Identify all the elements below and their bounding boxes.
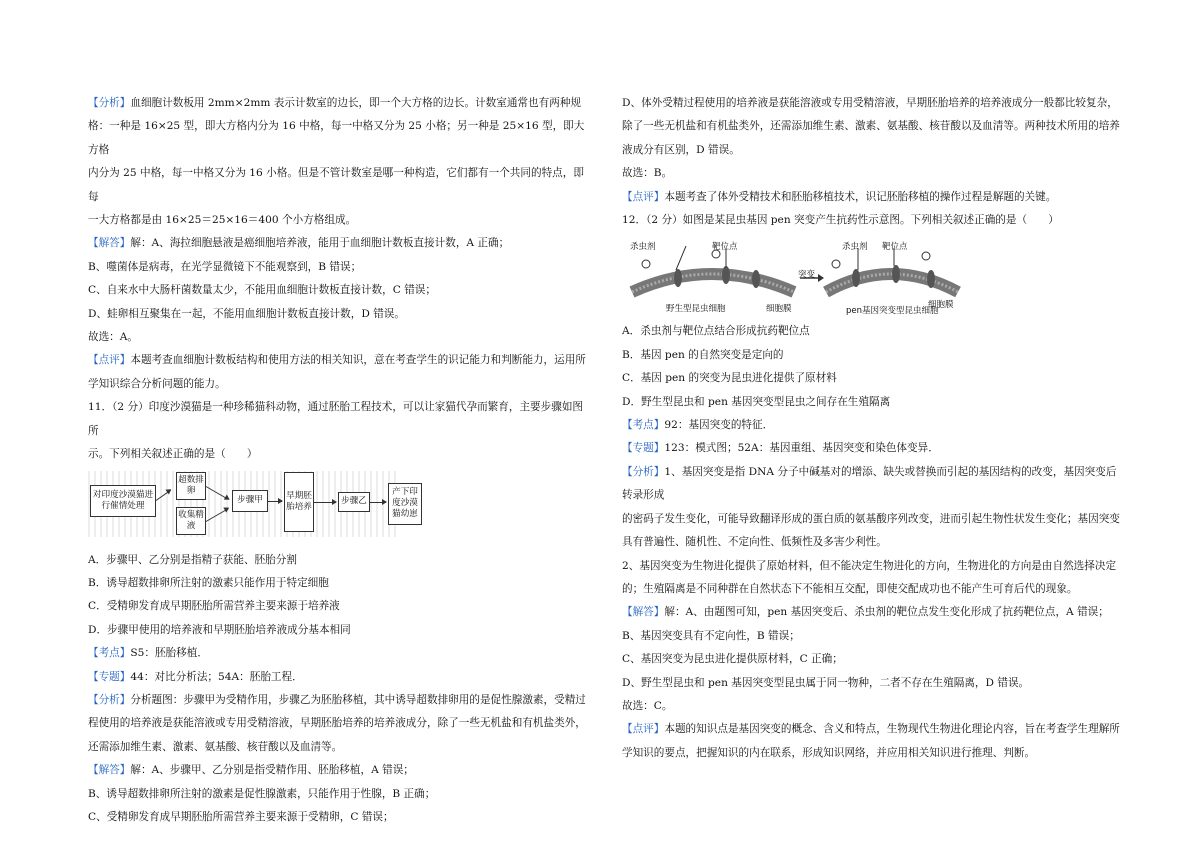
comment-line: 【点评】本题考查血细胞计数板结构和使用方法的相关知识，意在考查学生的识记能力和判断能力，运用所 [88,354,586,367]
section-tag: 【点评】 [622,723,665,736]
answer-line: C、受精卵发育成早期胚胎所需营养主要来源于受精卵，C 错误； [88,810,394,823]
choice-result: 故选：A。 [88,331,139,344]
option-a: A．杀虫剂与靶位点结合形成抗药靶位点 [622,325,810,338]
receptor-channel [892,265,900,283]
receptor-channel [674,269,682,287]
question-12-stem: 12．（2 分）如图是某昆虫基因 pen 突变产生抗药性示意图。下列相关叙述正确的是（ ） [622,214,1059,227]
answer-line: C、基因突变为昆虫进化提供原材料，C 正确； [622,653,843,666]
section-tag: 【考点】 [622,419,665,432]
section-tag: 【点评】 [622,190,665,203]
answer-line: D、蛙卵相互聚集在一起，不能用血细胞计数板直接计数，D 错误。 [88,307,405,320]
flow-arrow [314,502,336,503]
answer-line: D、体外受精过程使用的培养液是获能溶液或专用受精溶液，早期胚胎培养的培养液成分一般都比较复杂， [622,97,1118,109]
question-11-stem: 示。下列相关叙述正确的是（ ） [88,448,258,461]
option-c: C．受精卵发育成早期胚胎所需营养主要来源于培养液 [88,600,340,613]
right-column [622,92,1120,765]
answer-line: B、基因突变具有不定向性，B 错误； [622,629,800,642]
section-tag: 【专题】 [622,442,665,455]
insecticide-molecule [832,260,840,268]
label-insecticide: 杀虫剂 [842,242,868,253]
analysis-line: 程使用的培养液是获能溶液或专用受精溶液，早期胚胎培养的培养液成分，除了一些无机盐和有机盐类外， [88,717,586,730]
analysis-line: 还需添加维生素、激素、氨基酸、核苷酸以及血清等。 [88,740,343,753]
answer-line: 【解答】解：A、步骤甲、乙分别是指受精作用、胚胎移植，A 错误； [88,764,414,777]
option-a: A．步骤甲、乙分别是指精子获能、胚胎分割 [88,553,297,566]
comment-line: 【点评】本题的知识点是基因突变的概念、含义和特点，生物现代生物进化理论内容，旨在考查学生理解所 [622,723,1120,736]
answer-line: B、噬菌体是病毒，在光学显微镜下不能观察到，B 错误； [88,260,362,273]
receptor-channel [852,269,860,287]
analysis-line: 的；生殖隔离是不同种群在自然状态下不能相互交配，即使交配成功也不能产生可育后代的现象。 [622,582,1078,595]
question-11-stem: 11．（2 分）印度沙漠猫是一种珍稀猫科动物，通过胚胎工程技术，可以让家猫代孕而繁育，主要步骤如图所 [88,401,584,437]
flow-box-superovulation: 超数排卵 [176,472,206,500]
flow-box-kittens: 产下印度沙漠猫幼崽 [388,483,422,525]
label-membrane: 细胞膜 [766,304,792,315]
label-target-site: 靶位点 [712,242,738,253]
analysis-line: 【分析】1、基因突变是指 DNA 分子中碱基对的增添、缺失或替换而引起的基因结构的改变，基因突变后转录形成 [622,465,1117,502]
option-c: C．基因 pen 的突变为昆虫进化提供了原材料 [622,372,837,385]
insecticide-molecule [922,252,930,260]
topic: 【专题】123：模式图；52A：基因重组、基因突变和染色体变异． [622,442,939,455]
flow-arrow [370,502,386,503]
section-tag: 【解答】 [88,764,131,777]
option-d: D．野生型昆虫和 pen 基因突变型昆虫之间存在生殖隔离 [622,395,891,408]
analysis-line: 的密码子发生变化，可能导致翻译形成的蛋白质的氨基酸序列改变，进而引起生物性状发生变化；基因突变 [622,512,1120,525]
label-wild-cell: 野生型昆虫细胞 [666,304,726,315]
answer-line: C、自来水中大肠杆菌数量太少，不能用血细胞计数板直接计数，C 错误； [88,284,436,297]
section-tag: 【点评】 [88,354,131,367]
flow-box-estrus: 对印度沙漠猫进行催情处理 [90,485,156,517]
answer-line: 液成分有区别，D 错误。 [622,143,740,156]
label-membrane: 细胞膜 [928,300,954,311]
left-column [88,92,592,829]
receptor-channel [927,270,935,288]
section-tag: 【解答】 [622,606,665,619]
analysis-line: 一大方格都是由 16×25＝25×16＝400 个小方格组成。 [88,214,357,227]
analysis-line: 内分为 25 中格，每一中格又分为 16 小格。但是不管计数室是哪一种构造，它们都有一个共同的特点，即每 [88,167,584,203]
analysis-line: 格：一种是 16×25 型，即大方格内分为 16 中格，每一中格又分为 25 小格；另一种是 25×16 型，即大方格 [88,120,585,156]
analysis-line: 具有普遍性、随机性、不定向性、低频性及多害少利性。 [622,536,887,549]
section-tag: 【考点】 [88,647,131,660]
section-tag: 【专题】 [88,670,131,683]
label-target-site: 靶位点 [882,242,908,253]
knowledge-point: 【考点】S5：胚胎移植． [88,647,208,660]
analysis-line: 【分析】血细胞计数板用 2mm×2mm 表示计数室的边长，即一个大方格的边长。计数室通常也有两种规 [88,97,582,109]
pointer-line [676,246,686,270]
insecticide-molecule [642,260,650,268]
section-tag: 【分析】 [622,465,665,478]
topic: 【专题】44：对比分析法；54A：胚胎工程． [88,670,303,683]
option-b: B．诱导超数排卵所注射的激素只能作用于特定细胞 [88,576,329,589]
label-mutant-cell: pen基因突变型昆虫细胞 [846,306,939,317]
comment-line: 【点评】本题考查了体外受精技术和胚胎移植技术，识记胚胎移植的操作过程是解题的关键。 [622,190,1057,203]
membrane-diagram [626,234,966,317]
section-tag: 【解答】 [88,237,131,250]
receptor-channel [752,270,760,288]
answer-line: 【解答】解：A、由题图可知，pen 基因突变后、杀虫剂的靶位点发生变化形成了抗药靶位点，A 错误； [622,606,1109,619]
choice-result: 故选：B。 [622,167,673,180]
analysis-line: 2、基因突变为生物进化提供了原始材料，但不能决定生物进化的方向，生物进化的方向是由自然选择决定 [622,559,1117,572]
option-d: D．步骤甲使用的培养液和早期胚胎培养液成分基本相同 [88,623,351,636]
flow-arrow [268,501,282,502]
analysis-line: 【分析】分析题图：步骤甲为受精作用，步骤乙为胚胎移植，其中诱导超数排卵用的是促性腺激素，受精过 [88,693,586,706]
label-insecticide: 杀虫剂 [630,242,656,253]
flow-box-embryo-culture: 早期胚胎培养 [284,472,314,532]
choice-result: 故选：C。 [622,699,673,712]
label-mutation: 突变 [798,270,816,281]
section-tag: 【分析】 [88,693,131,706]
flowchart-diagram [88,471,418,543]
answer-line: B、诱导超数排卵所注射的激素是促性腺激素，只能作用于性腺，B 正确； [88,787,436,800]
flow-box-step-b: 步骤乙 [338,492,370,512]
comment-line: 学知识的要点，把握知识的内在联系，形成知识网络，并应用相关知识进行推理、判断。 [622,746,1036,759]
comment-line: 学知识综合分析问题的能力。 [88,377,226,390]
flow-box-collect-semen: 收集精液 [176,507,206,535]
option-b: B．基因 pen 的自然突变是定向的 [622,348,784,361]
answer-line: 【解答】解：A、海拉细胞悬液是癌细胞培养液，能用于血细胞计数板直接计数，A 正确； [88,237,510,250]
section-tag: 【分析】 [88,97,131,109]
answer-line: 除了一些无机盐和有机盐类外，还需添加维生素、激素、氨基酸、核苷酸以及血清等。两种技术所用的培养 [622,120,1120,133]
flow-box-step-a: 步骤甲 [232,490,268,512]
answer-line: D、野生型昆虫和 pen 基因突变型昆虫属于同一物种，二者不存在生殖隔离，D 错误。 [622,676,1030,689]
knowledge-point: 【考点】92：基因突变的特征． [622,419,774,432]
receptor-channel [722,266,730,284]
